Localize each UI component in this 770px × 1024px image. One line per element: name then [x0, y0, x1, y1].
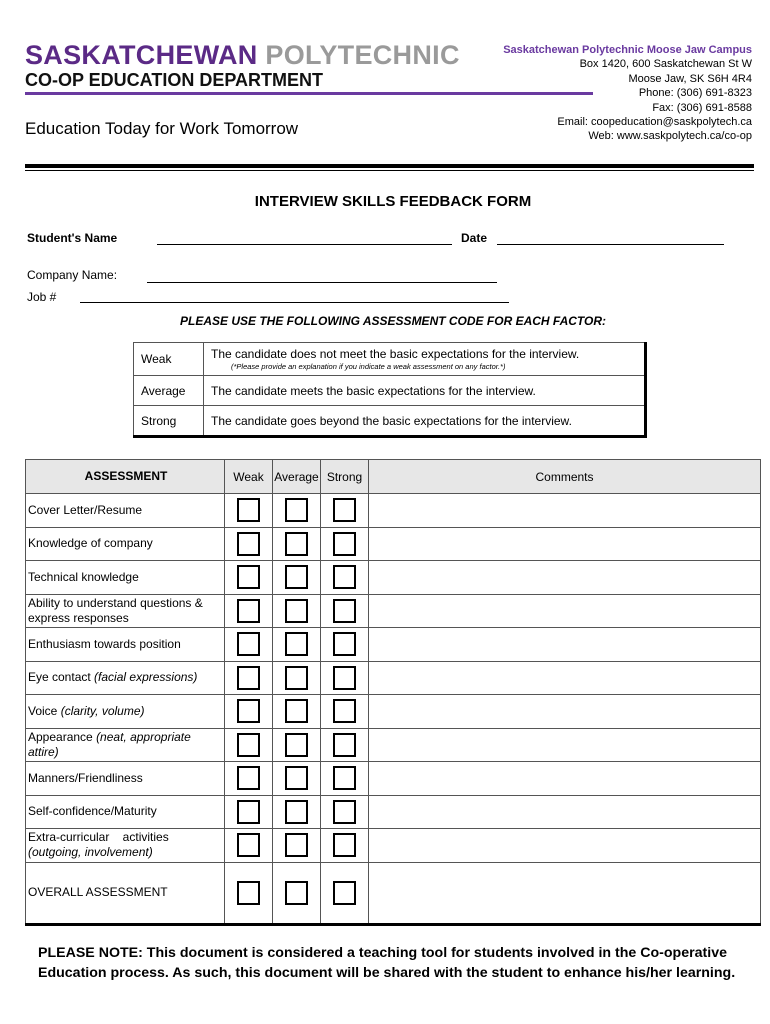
factor-name: Enthusiasm towards position	[28, 636, 181, 651]
strong-header: Strong	[321, 460, 369, 494]
weak-checkbox[interactable]	[237, 599, 260, 623]
factor-label	[26, 494, 225, 528]
factor-detail: (clarity, volume)	[60, 703, 145, 718]
factor-label	[26, 561, 225, 595]
comments-cell[interactable]	[369, 695, 761, 729]
student-name-label: Student's Name	[27, 231, 118, 245]
average-cell	[273, 661, 321, 695]
date-field[interactable]	[497, 244, 724, 245]
assessment-row	[26, 628, 761, 662]
average-checkbox[interactable]	[285, 666, 308, 690]
code-row-average	[134, 376, 646, 406]
code-weak-note: (*Please provide an explanation if you indicate a weak assessment on any factor.*)	[231, 362, 506, 371]
weak-checkbox[interactable]	[237, 800, 260, 824]
weak-cell	[225, 628, 273, 662]
weak-checkbox[interactable]	[237, 833, 260, 857]
comments-cell[interactable]	[369, 728, 761, 762]
address-line2: Moose Jaw, SK S6H 4R4	[628, 72, 752, 85]
strong-cell	[321, 494, 369, 528]
strong-cell	[321, 628, 369, 662]
address-phone: Phone: (306) 691-8323	[638, 87, 752, 100]
factor-label	[26, 661, 225, 695]
department-name: CO-OP EDUCATION DEPARTMENT	[25, 70, 324, 90]
average-cell	[273, 762, 321, 796]
strong-checkbox[interactable]	[333, 666, 356, 690]
overall-assessment-row	[26, 862, 761, 924]
assessment-row	[26, 661, 761, 695]
factor-name: Extra-curricular activities	[28, 830, 173, 845]
factor-name: Knowledge of company	[28, 536, 153, 551]
factor-label	[26, 795, 225, 829]
assessment-row	[26, 594, 761, 628]
strong-checkbox[interactable]	[333, 881, 356, 905]
company-name-field[interactable]	[147, 282, 497, 283]
assessment-code-table	[133, 342, 647, 438]
average-checkbox[interactable]	[285, 565, 308, 589]
assessment-row	[26, 561, 761, 595]
average-checkbox[interactable]	[285, 498, 308, 522]
assessment-row	[26, 695, 761, 729]
average-header: Average	[273, 460, 321, 494]
overall-assessment-label: OVERALL ASSESSMENT	[26, 862, 225, 924]
strong-cell	[321, 762, 369, 796]
factor-label	[26, 829, 225, 863]
strong-cell	[321, 561, 369, 595]
job-number-label: Job #	[27, 290, 57, 304]
factor-label	[26, 594, 225, 628]
code-description	[204, 343, 646, 376]
strong-checkbox[interactable]	[333, 498, 356, 522]
strong-checkbox[interactable]	[333, 766, 356, 790]
factor-name: Eye contact	[28, 670, 95, 685]
strong-cell	[321, 728, 369, 762]
logo-saskatchewan: SASKATCHEWAN	[25, 40, 258, 70]
strong-checkbox[interactable]	[333, 833, 356, 857]
code-level: Weak	[134, 343, 204, 376]
code-description-text: The candidate does not meet the basic expectations for the interview.	[211, 347, 580, 361]
average-checkbox[interactable]	[285, 766, 308, 790]
weak-cell	[225, 728, 273, 762]
average-checkbox[interactable]	[285, 800, 308, 824]
code-row-strong	[134, 406, 646, 437]
strong-cell	[321, 829, 369, 863]
assessment-row	[26, 728, 761, 762]
weak-cell	[225, 527, 273, 561]
weak-checkbox[interactable]	[237, 532, 260, 556]
factor-detail: (facial expressions)	[94, 670, 198, 685]
weak-checkbox[interactable]	[237, 699, 260, 723]
code-level: Strong	[134, 406, 204, 437]
average-checkbox[interactable]	[285, 699, 308, 723]
factor-name: Self-confidence/Maturity	[28, 804, 157, 819]
strong-cell	[321, 862, 369, 924]
weak-checkbox[interactable]	[237, 666, 260, 690]
comments-cell[interactable]	[369, 829, 761, 863]
assessment-header-row	[26, 460, 761, 494]
comments-cell[interactable]	[369, 762, 761, 796]
weak-cell	[225, 695, 273, 729]
assessment-row	[26, 527, 761, 561]
factor-name: Technical knowledge	[28, 569, 139, 584]
factor-name: Appearance	[28, 729, 97, 744]
average-checkbox[interactable]	[285, 632, 308, 656]
factor-detail: (outgoing, involvement)	[28, 845, 153, 860]
tagline: Education Today for Work Tomorrow	[25, 119, 299, 138]
assessment-row	[26, 795, 761, 829]
weak-checkbox[interactable]	[237, 881, 260, 905]
address-line1: Box 1420, 600 Saskatchewan St W	[579, 58, 752, 71]
average-cell	[273, 795, 321, 829]
strong-checkbox[interactable]	[333, 800, 356, 824]
factor-name: Manners/Friendliness	[28, 770, 143, 785]
comments-cell[interactable]	[369, 661, 761, 695]
strong-cell	[321, 527, 369, 561]
strong-checkbox[interactable]	[333, 733, 356, 757]
job-number-field[interactable]	[80, 302, 509, 303]
weak-cell	[225, 829, 273, 863]
average-cell	[273, 862, 321, 924]
strong-checkbox[interactable]	[333, 532, 356, 556]
factor-name: Ability to understand questions & express responses	[28, 595, 207, 625]
assessment-row	[26, 829, 761, 863]
average-cell	[273, 628, 321, 662]
average-cell	[273, 829, 321, 863]
strong-cell	[321, 695, 369, 729]
header-divider-thin	[25, 170, 754, 171]
strong-checkbox[interactable]	[333, 565, 356, 589]
weak-cell	[225, 762, 273, 796]
code-description: The candidate goes beyond the basic expectations for the interview.	[204, 406, 646, 437]
strong-cell	[321, 594, 369, 628]
code-row-weak	[134, 343, 646, 376]
average-cell	[273, 494, 321, 528]
average-cell	[273, 728, 321, 762]
factor-name: Voice	[28, 703, 61, 718]
header-divider	[25, 164, 754, 168]
weak-checkbox[interactable]	[237, 632, 260, 656]
comments-cell[interactable]	[369, 795, 761, 829]
assessment-header: ASSESSMENT	[26, 460, 225, 494]
address-web: Web: www.saskpolytech.ca/co-op	[588, 130, 752, 143]
code-description: The candidate meets the basic expectations for the interview.	[204, 376, 646, 406]
weak-checkbox[interactable]	[237, 498, 260, 522]
average-checkbox[interactable]	[285, 532, 308, 556]
code-level: Average	[134, 376, 204, 406]
weak-cell	[225, 561, 273, 595]
comments-cell[interactable]	[369, 527, 761, 561]
assessment-row	[26, 494, 761, 528]
campus-name: Saskatchewan Polytechnic Moose Jaw Campus	[503, 44, 752, 56]
weak-cell	[225, 594, 273, 628]
factor-detail: (neat, appropriate attire)	[28, 729, 191, 759]
factor-label	[26, 527, 225, 561]
weak-checkbox[interactable]	[237, 565, 260, 589]
comments-cell[interactable]	[369, 561, 761, 595]
weak-cell	[225, 661, 273, 695]
weak-cell	[225, 494, 273, 528]
assessment-row	[26, 762, 761, 796]
comments-header: Comments	[369, 460, 761, 494]
address-email: Email: coopeducation@saskpolytech.ca	[557, 116, 752, 129]
form-title: INTERVIEW SKILLS FEEDBACK FORM	[254, 193, 532, 210]
comments-cell[interactable]	[369, 494, 761, 528]
weak-checkbox[interactable]	[237, 733, 260, 757]
weak-checkbox[interactable]	[237, 766, 260, 790]
average-cell	[273, 594, 321, 628]
factor-label	[26, 695, 225, 729]
assessment-rows	[26, 494, 761, 925]
average-checkbox[interactable]	[285, 881, 308, 905]
average-checkbox[interactable]	[285, 833, 308, 857]
factor-name: Cover Letter/Resume	[28, 502, 143, 517]
strong-cell	[321, 795, 369, 829]
comments-cell[interactable]	[369, 628, 761, 662]
date-label: Date	[461, 231, 488, 245]
student-name-field[interactable]	[157, 244, 452, 245]
factor-label	[26, 628, 225, 662]
factor-label	[26, 762, 225, 796]
strong-checkbox[interactable]	[333, 632, 356, 656]
average-checkbox[interactable]	[285, 733, 308, 757]
weak-header: Weak	[225, 460, 273, 494]
assessment-table	[25, 459, 761, 926]
weak-cell	[225, 862, 273, 924]
average-checkbox[interactable]	[285, 599, 308, 623]
logo-polytechnic: POLYTECHNIC	[265, 40, 460, 70]
weak-cell	[225, 795, 273, 829]
comments-cell[interactable]	[369, 594, 761, 628]
assessment-code-heading: PLEASE USE THE FOLLOWING ASSESSMENT CODE FOR EACH FACTOR:	[179, 314, 607, 328]
strong-checkbox[interactable]	[333, 699, 356, 723]
average-cell	[273, 695, 321, 729]
comments-cell[interactable]	[369, 862, 761, 924]
address-fax: Fax: (306) 691-8588	[652, 101, 752, 114]
average-cell	[273, 527, 321, 561]
please-note: PLEASE NOTE: This document is considered a teaching tool for students involved in the Co-operative Education process. As such, this document will be shared with the student to enhance his/her learning.	[38, 945, 736, 981]
strong-checkbox[interactable]	[333, 599, 356, 623]
campus-address	[372, 43, 752, 144]
average-cell	[273, 561, 321, 595]
company-name-label: Company Name:	[27, 268, 118, 282]
factor-label	[26, 728, 225, 762]
strong-cell	[321, 661, 369, 695]
